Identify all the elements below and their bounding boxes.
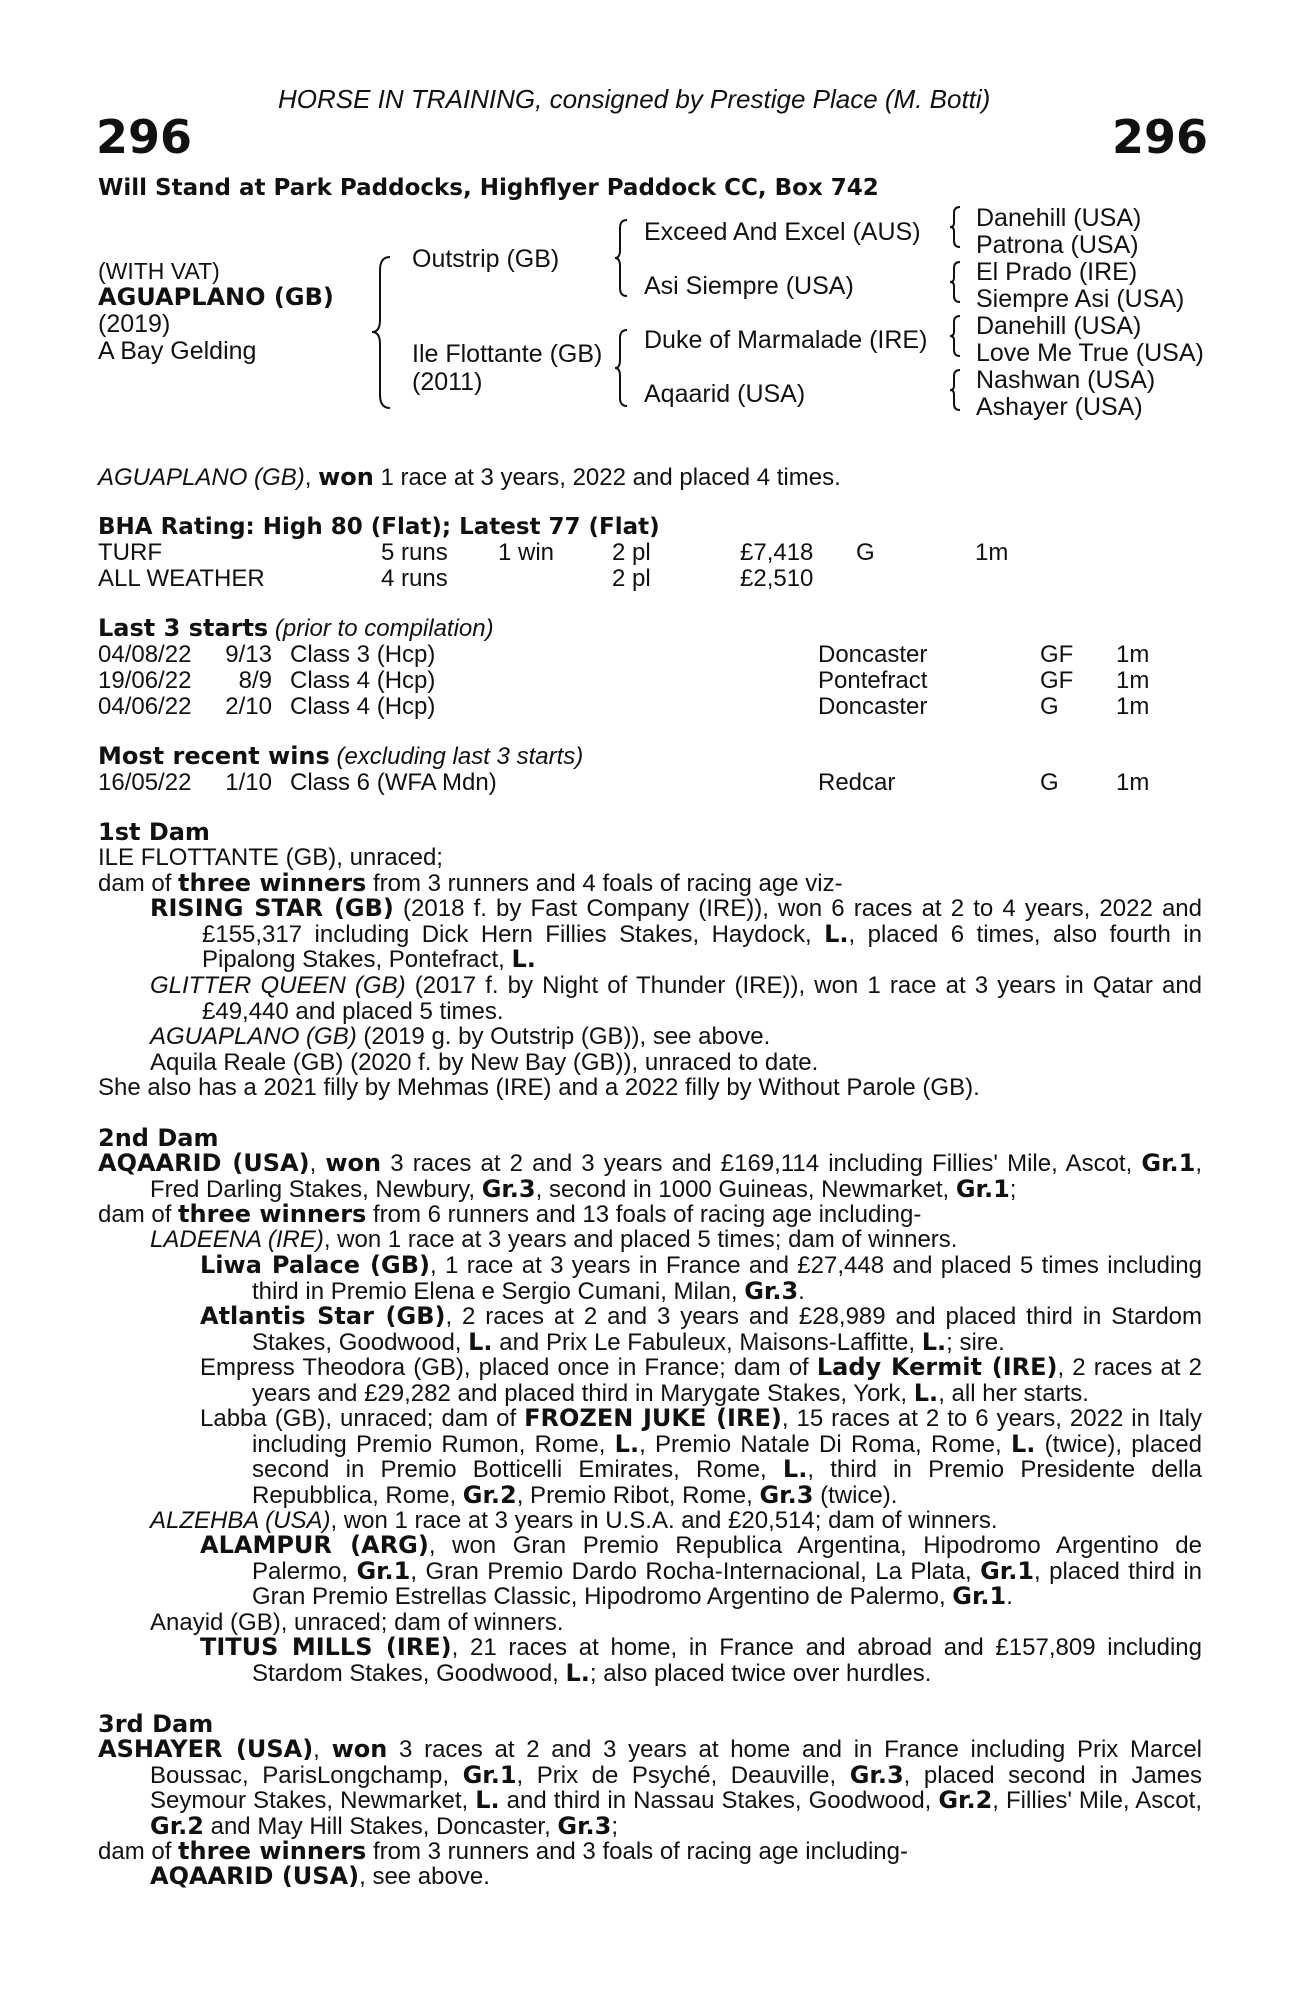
start-row-3-pos: 2/10 [225,693,272,720]
consignment-line: HORSE IN TRAINING, consigned by Prestige Place (M. Botti) [278,84,991,114]
pedigree-sire-sire: Exceed And Excel (AUS) [644,218,921,246]
horse-description: A Bay Gelding [98,337,257,365]
start-row-2-date: 19/06/22 [98,667,192,694]
pedigree-brace-ss [948,205,962,249]
recent-row-1-course: Redcar [818,769,896,796]
pedigree-dss: Danehill (USA) [976,312,1142,340]
start-row-1-going: GF [1040,641,1074,668]
pedigree-dam-sire: Duke of Marmalade (IRE) [644,326,928,354]
rating-row-turf-wins: 1 win [498,539,555,566]
start-row-3-course: Doncaster [818,693,928,720]
pedigree-brace-ds [948,314,962,358]
start-row-3-date: 04/06/22 [98,693,192,720]
rating-row-turf-prize: £7,418 [740,539,814,566]
start-row-2-course: Pontefract [818,667,928,694]
third-dam-title: 3rd Dam [98,1710,214,1738]
pedigree-brace-main [370,255,392,410]
recent-row-1-going: G [1040,769,1059,796]
second-dam-aqaarid: AQAARID (USA), won 3 races at 2 and 3 years and £169,114 including Fillies' Mile, Ascot, Gr.1, Fred Darling Stakes, Newbury, Gr.3, second in 1000 Guineas, Newmarket, Gr.1; [98,1149,1202,1203]
third-dam-produce-line: dam of three winners from 3 runners and 3 foals of racing age including- [98,1837,908,1865]
pedigree-brace-sire [613,218,629,298]
second-dam-produce-line: dam of three winners from 6 runners and 13 foals of racing age including- [98,1200,922,1228]
lot-number-left: 296 [96,110,193,164]
labba-line: Labba (GB), unraced; dam of FROZEN JUKE (IRE), 15 races at 2 to 6 years, 2022 in Italy including Premio Rumon, Rome, L., Premio Natale Di Roma, Rome, L. (twice), placed second in Premio Botticelli Emirates, Rome, L., third in Premio Presidente della Repubblica, Rome, Gr.2, Premio Ribot, Rome, Gr.3 (twice). [200,1404,1202,1509]
pedigree-ssd: Patrona (USA) [976,231,1139,259]
start-row-3-going: G [1040,693,1059,720]
start-row-1-dist: 1m [1116,641,1150,668]
produce-rising-star: RISING STAR (GB) (2018 f. by Fast Company (IRE)), won 6 races at 2 to 4 years, 2022 and £155,317 including Dick Hern Fillies Stakes, Haydock, L., placed 6 times, also fourth in Pipalong Stakes, Pontefract, L. [150,894,1202,973]
produce-aguaplano: AGUAPLANO (GB) (2019 g. by Outstrip (GB)), see above. [150,1023,771,1050]
pedigree-brace-dd [948,368,962,412]
start-row-1-date: 04/08/22 [98,641,192,668]
horse-name: AGUAPLANO (GB) [98,283,334,311]
pedigree-dam-year: (2011) [412,368,483,396]
start-row-1-class: Class 3 (Hcp) [290,641,436,668]
produce-glitter-queen: GLITTER QUEEN (GB) (2017 f. by Night of Thunder (IRE)), won 1 race at 3 years in Qatar and £49,440 and placed 5 times. [150,972,1203,1025]
start-row-1-course: Doncaster [818,641,928,668]
first-dam-produce-line: dam of three winners from 3 runners and 4 foals of racing age viz- [98,869,843,897]
lot-number-right: 296 [1112,110,1209,164]
recent-row-1-dist: 1m [1116,769,1150,796]
pedigree-sds: El Prado (IRE) [976,258,1138,286]
ladeena-line: LADEENA (IRE), won 1 race at 3 years and placed 5 times; dam of winners. [150,1226,958,1253]
first-dam-line: ILE FLOTTANTE (GB), unraced; [98,844,443,871]
rating-row-turf-runs: 5 runs [381,539,448,566]
vat-label: (WITH VAT) [98,258,220,284]
recent-row-1-pos: 1/10 [225,769,272,796]
pedigree-dsd: Love Me True (USA) [976,339,1204,367]
pedigree-dam: Ile Flottante (GB) [412,340,603,368]
pedigree-sdd: Siempre Asi (USA) [976,285,1185,313]
recent-wins-title: Most recent wins (excluding last 3 starts) [98,742,584,770]
rating-row-turf-dist: 1m [975,539,1009,566]
second-dam-title: 2nd Dam [98,1124,219,1152]
start-row-3-dist: 1m [1116,693,1150,720]
rating-row-aw-prize: £2,510 [740,565,814,592]
third-dam-ashayer: ASHAYER (USA), won 3 races at 2 and 3 years at home and in France including Prix Marcel Boussac, ParisLongchamp, Gr.1, Prix de Psyché, Deauville, Gr.3, placed second in James Seymour Stakes, Newmarket, L. and third in Nassau Stakes, Goodwood, Gr.2, Fillies' Mile, Ascot, Gr.2 and May Hill Stakes, Doncaster, Gr.3; [98,1735,1203,1840]
empress-theodora-line: Empress Theodora (GB), placed once in France; dam of Lady Kermit (IRE), 2 races at 2 years and £29,282 and placed third in Marygate Stakes, York, L., all her starts. [200,1353,1202,1407]
rating-row-aw-placed: 2 pl [612,565,651,592]
start-row-2-dist: 1m [1116,667,1150,694]
start-row-3-class: Class 4 (Hcp) [290,693,436,720]
start-row-1-pos: 9/13 [225,641,272,668]
alampur-line: ALAMPUR (ARG), won Gran Premio Republica Argentina, Hipodromo Argentino de Palermo, Gr.1, Gran Premio Dardo Rocha-Internacional, La Plata, Gr.1, placed third in Gran Premio Estrellas Classic, Hipodromo Argentino de Palermo, Gr.1. [200,1531,1202,1610]
titus-mills-line: TITUS MILLS (IRE), 21 races at home, in France and abroad and £157,809 including Stardom Stakes, Goodwood, L.; also placed twice over hurdles. [200,1633,1202,1687]
pedigree-brace-dam [613,328,629,408]
atlantis-star-line: Atlantis Star (GB), 2 races at 2 and 3 years and £28,989 and placed third in Stardom Stakes, Goodwood, L. and Prix Le Fabuleux, Maisons-Laffitte, L.; sire. [200,1302,1203,1356]
start-row-2-pos: 8/9 [238,667,272,694]
pedigree-sire-dam: Asi Siempre (USA) [644,272,854,300]
rating-row-turf-placed: 2 pl [612,539,651,566]
first-dam-title: 1st Dam [98,818,210,846]
start-row-2-going: GF [1040,667,1074,694]
rating-row-aw-runs: 4 runs [381,565,448,592]
pedigree-ddd: Ashayer (USA) [976,393,1143,421]
start-row-2-class: Class 4 (Hcp) [290,667,436,694]
recent-row-1-date: 16/05/22 [98,769,192,796]
stand-location: Will Stand at Park Paddocks, Highflyer Paddock CC, Box 742 [98,175,879,201]
anayid-line: Anayid (GB), unraced; dam of winners. [150,1609,564,1636]
produce-aquila-reale: Aquila Reale (GB) (2020 f. by New Bay (GB)), unraced to date. [150,1049,819,1076]
alzehba-line: ALZEHBA (USA), won 1 race at 3 years in U.S.A. and £20,514; dam of winners. [150,1507,998,1534]
liwa-palace-line: Liwa Palace (GB), 1 race at 3 years in France and £27,448 and placed 5 times including third in Premio Elena e Sergio Cumani, Milan, Gr.3. [200,1251,1203,1305]
pedigree-sss: Danehill (USA) [976,204,1142,232]
rating-row-turf-surface: TURF [98,539,162,566]
third-dam-aqaarid: AQAARID (USA), see above. [150,1862,490,1890]
pedigree-sire: Outstrip (GB) [412,245,560,273]
bha-rating-title: BHA Rating: High 80 (Flat); Latest 77 (Flat) [98,514,660,540]
pedigree-dds: Nashwan (USA) [976,366,1156,394]
pedigree-dam-dam: Aqaarid (USA) [644,380,806,408]
rating-row-turf-going: G [856,539,875,566]
first-dam-note: She also has a 2021 filly by Mehmas (IRE) and a 2022 filly by Without Parole (GB). [98,1074,980,1101]
pedigree-brace-sd [948,260,962,304]
recent-row-1-class: Class 6 (WFA Mdn) [290,769,497,796]
last-3-starts-title: Last 3 starts (prior to compilation) [98,614,494,642]
rating-row-aw-surface: ALL WEATHER [98,565,265,592]
race-summary: AGUAPLANO (GB), won 1 race at 3 years, 2022 and placed 4 times. [98,463,841,491]
horse-year: (2019) [98,310,171,338]
